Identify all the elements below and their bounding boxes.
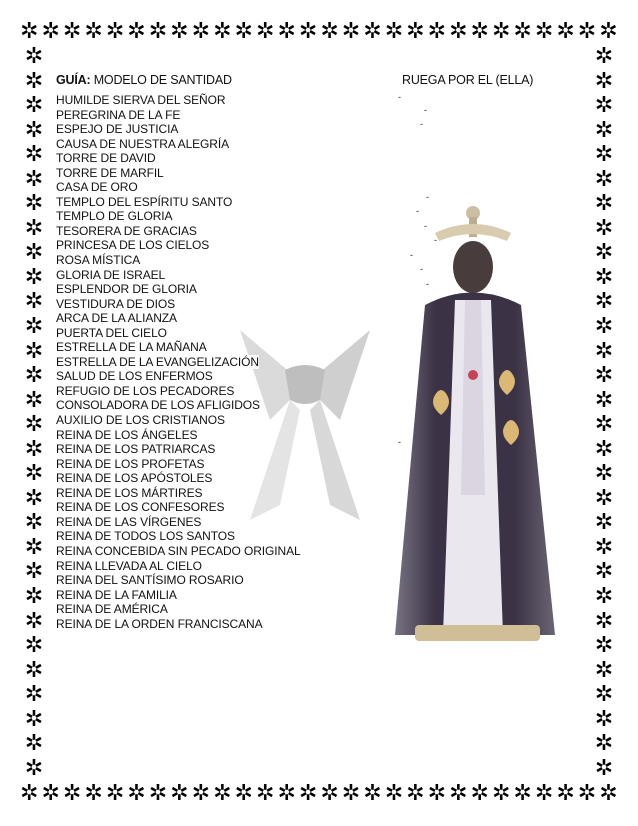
star-border-icon: ✲	[24, 584, 44, 610]
header-line	[56, 73, 556, 91]
star-border-icon: ✲	[594, 657, 614, 683]
response-dash: -	[416, 206, 419, 216]
star-border-icon: ✲	[384, 781, 404, 806]
star-border-icon: ✲	[594, 706, 614, 732]
star-border-icon: ✲	[24, 559, 44, 585]
border-right	[590, 46, 618, 780]
list-item: CONSOLADORA DE LOS AFLIGIDOS	[56, 398, 260, 413]
guide-label: GUÍA:	[56, 73, 91, 87]
list-item: REINA DE AMÉRICA	[56, 602, 168, 617]
list-item: PUERTA DEL CIELO	[56, 325, 167, 340]
response-dash: -	[410, 250, 413, 260]
star-border-icon: ✲	[384, 19, 404, 44]
star-border-icon: ✲	[427, 781, 447, 806]
star-border-icon: ✲	[594, 387, 614, 413]
list-item: AUXILIO DE LOS CRISTIANOS	[56, 413, 225, 428]
star-border-icon: ✲	[24, 166, 44, 192]
list-item: ESPEJO DE JUSTICIA	[56, 122, 179, 137]
star-border-icon: ✲	[491, 781, 511, 806]
star-border-icon: ✲	[255, 781, 275, 806]
star-border-icon: ✲	[84, 19, 103, 44]
star-border-icon: ✲	[513, 19, 532, 44]
star-border-icon: ✲	[594, 117, 614, 143]
list-item: REINA DE LOS MÁRTIRES	[56, 485, 203, 500]
star-border-icon: ✲	[594, 559, 614, 585]
star-border-icon: ✲	[534, 19, 554, 44]
list-item: REINA DE LOS PROFETAS	[56, 456, 205, 471]
star-border-icon: ✲	[127, 781, 146, 806]
star-border-icon: ✲	[24, 338, 44, 364]
star-border-icon: ✲	[170, 19, 189, 44]
list-item: HUMILDE SIERVA DEL SEÑOR	[56, 93, 226, 107]
response-dash: -	[398, 437, 401, 447]
star-border-icon: ✲	[556, 781, 575, 806]
list-item: REINA DE LAS VÍRGENES	[56, 514, 202, 529]
list-item: TEMPLO DE GLORIA	[56, 209, 173, 224]
star-border-icon: ✲	[24, 215, 44, 241]
saint-statue-image	[385, 192, 570, 645]
response-dash: -	[424, 105, 427, 115]
star-border-icon: ✲	[594, 44, 614, 69]
star-border-icon: ✲	[594, 485, 614, 511]
star-border-icon: ✲	[24, 264, 44, 290]
list-item: REINA DE LOS PATRIARCAS	[56, 442, 216, 457]
star-border-icon: ✲	[449, 781, 468, 806]
list-item: REINA CONCEBIDA SIN PECADO ORIGINAL	[56, 543, 301, 558]
list-item: REINA LLEVADA AL CIELO	[56, 558, 202, 573]
star-border-icon: ✲	[24, 314, 44, 340]
star-border-icon: ✲	[406, 781, 425, 806]
star-border-icon: ✲	[298, 19, 318, 44]
star-border-icon: ✲	[513, 781, 532, 806]
star-border-icon: ✲	[594, 608, 614, 634]
star-border-icon: ✲	[594, 68, 614, 94]
list-item: TORRE DE MARFIL	[56, 165, 164, 180]
star-border-icon: ✲	[577, 781, 597, 806]
star-border-icon: ✲	[170, 781, 189, 806]
star-border-icon: ✲	[470, 781, 489, 806]
star-border-icon: ✲	[24, 682, 44, 708]
list-item: TESORERA DE GRACIAS	[56, 223, 197, 238]
star-border-icon: ✲	[594, 633, 614, 659]
star-border-icon: ✲	[594, 534, 614, 560]
star-border-icon: ✲	[594, 461, 614, 487]
star-border-icon: ✲	[594, 215, 614, 241]
star-border-icon: ✲	[148, 19, 168, 44]
list-item: ROSA MÍSTICA	[56, 253, 141, 268]
star-border-icon: ✲	[24, 534, 44, 560]
list-item: TORRE DE DAVID	[56, 151, 156, 166]
star-border-icon: ✲	[24, 657, 44, 683]
list-item: GLORIA DE ISRAEL	[56, 267, 166, 282]
star-border-icon: ✲	[105, 781, 125, 806]
list-item: ESPLENDOR DE GLORIA	[56, 282, 197, 297]
star-border-icon: ✲	[213, 19, 232, 44]
star-border-icon: ✲	[491, 19, 511, 44]
star-border-icon: ✲	[363, 781, 382, 806]
list-item: REINA DE LOS ÁNGELES	[56, 427, 198, 442]
list-item: TEMPLO DEL ESPÍRITU SANTO	[56, 194, 233, 209]
star-border-icon: ✲	[20, 19, 39, 44]
border-top	[20, 18, 618, 46]
star-border-icon: ✲	[594, 510, 614, 536]
star-border-icon: ✲	[213, 781, 232, 806]
star-border-icon: ✲	[594, 682, 614, 708]
star-border-icon: ✲	[594, 584, 614, 610]
star-border-icon: ✲	[594, 314, 614, 340]
star-border-icon: ✲	[24, 387, 44, 413]
star-border-icon: ✲	[24, 289, 44, 315]
star-border-icon: ✲	[594, 191, 614, 217]
star-border-icon: ✲	[556, 19, 575, 44]
star-border-icon: ✲	[298, 781, 318, 806]
response-dash: -	[426, 192, 429, 202]
star-border-icon: ✲	[24, 706, 44, 732]
list-item: ESTRELLA DE LA EVANGELIZACIÓN	[56, 354, 259, 369]
star-border-icon: ✲	[594, 93, 614, 119]
star-border-icon: ✲	[105, 19, 125, 44]
star-border-icon: ✲	[427, 19, 447, 44]
star-border-icon: ✲	[24, 412, 44, 438]
star-border-icon: ✲	[191, 781, 211, 806]
star-border-icon: ✲	[594, 436, 614, 462]
star-border-icon: ✲	[24, 240, 44, 266]
star-border-icon: ✲	[24, 363, 44, 389]
star-border-icon: ✲	[341, 19, 361, 44]
response-dash: -	[426, 279, 429, 289]
list-item: REINA DE LA FAMILIA	[56, 587, 177, 602]
star-border-icon: ✲	[24, 436, 44, 462]
border-left	[20, 46, 48, 780]
list-item: VESTIDURA DE DIOS	[56, 296, 175, 311]
star-border-icon: ✲	[24, 510, 44, 536]
star-border-icon: ✲	[24, 191, 44, 217]
response-label: RUEGA POR EL (ELLA)	[402, 73, 534, 87]
star-border-icon: ✲	[594, 142, 614, 168]
star-border-icon: ✲	[594, 338, 614, 364]
star-border-icon: ✲	[470, 19, 489, 44]
star-border-icon: ✲	[406, 19, 425, 44]
star-border-icon: ✲	[594, 731, 614, 757]
star-border-icon: ✲	[363, 19, 382, 44]
star-border-icon: ✲	[255, 19, 275, 44]
star-border-icon: ✲	[277, 781, 296, 806]
star-border-icon: ✲	[594, 755, 614, 781]
star-border-icon: ✲	[599, 781, 618, 806]
star-border-icon: ✲	[24, 485, 44, 511]
star-border-icon: ✲	[594, 166, 614, 192]
list-item: CASA DE ORO	[56, 180, 138, 195]
star-border-icon: ✲	[24, 44, 44, 69]
list-item: CAUSA DE NUESTRA ALEGRÍA	[56, 136, 229, 151]
star-border-icon: ✲	[24, 755, 44, 781]
star-border-icon: ✲	[594, 289, 614, 315]
list-item: PRINCESA DE LOS CIELOS	[56, 238, 210, 253]
list-item: REFUGIO DE LOS PECADORES	[56, 383, 235, 398]
list-item: SALUD DE LOS ENFERMOS	[56, 369, 213, 384]
star-border-icon: ✲	[24, 68, 44, 94]
list-item: REINA DE TODOS LOS SANTOS	[56, 529, 235, 544]
list-item: PEREGRINA DE LA FE	[56, 107, 181, 122]
star-border-icon: ✲	[41, 19, 60, 44]
star-border-icon: ✲	[577, 19, 597, 44]
star-border-icon: ✲	[234, 19, 253, 44]
list-item: ESTRELLA DE LA MAÑANA	[56, 340, 207, 355]
response-dash: -	[398, 92, 401, 102]
star-border-icon: ✲	[24, 731, 44, 757]
star-border-icon: ✲	[62, 781, 82, 806]
guide-title: MODELO DE SANTIDAD	[93, 73, 232, 87]
star-border-icon: ✲	[24, 142, 44, 168]
star-border-icon: ✲	[594, 240, 614, 266]
litany-list	[56, 93, 301, 631]
star-border-icon: ✲	[594, 363, 614, 389]
list-item: ARCA DE LA ALIANZA	[56, 311, 177, 326]
list-item: REINA DEL SANTÍSIMO ROSARIO	[56, 573, 244, 588]
star-border-icon: ✲	[24, 117, 44, 143]
star-border-icon: ✲	[24, 93, 44, 119]
star-border-icon: ✲	[320, 781, 339, 806]
star-border-icon: ✲	[84, 781, 103, 806]
star-border-icon: ✲	[594, 412, 614, 438]
star-border-icon: ✲	[62, 19, 82, 44]
response-dash: -	[434, 235, 437, 245]
star-border-icon: ✲	[599, 19, 618, 44]
response-dash: -	[420, 264, 423, 274]
response-dash: -	[424, 221, 427, 231]
star-border-icon: ✲	[24, 608, 44, 634]
star-border-icon: ✲	[449, 19, 468, 44]
list-item: REINA DE LOS APÓSTOLES	[56, 471, 213, 486]
star-border-icon: ✲	[20, 781, 39, 806]
star-border-icon: ✲	[24, 461, 44, 487]
star-border-icon: ✲	[594, 264, 614, 290]
border-bottom	[20, 780, 618, 808]
list-item: REINA DE LA ORDEN FRANCISCANA	[56, 616, 263, 631]
list-item: REINA DE LOS CONFESORES	[56, 500, 225, 515]
response-dash: -	[420, 119, 423, 129]
star-border-icon: ✲	[41, 781, 60, 806]
star-border-icon: ✲	[127, 19, 146, 44]
star-border-icon: ✲	[148, 781, 168, 806]
star-border-icon: ✲	[234, 781, 253, 806]
star-border-icon: ✲	[341, 781, 361, 806]
star-border-icon: ✲	[534, 781, 554, 806]
star-border-icon: ✲	[277, 19, 296, 44]
star-border-icon: ✲	[24, 633, 44, 659]
star-border-icon: ✲	[320, 19, 339, 44]
star-border-icon: ✲	[191, 19, 211, 44]
